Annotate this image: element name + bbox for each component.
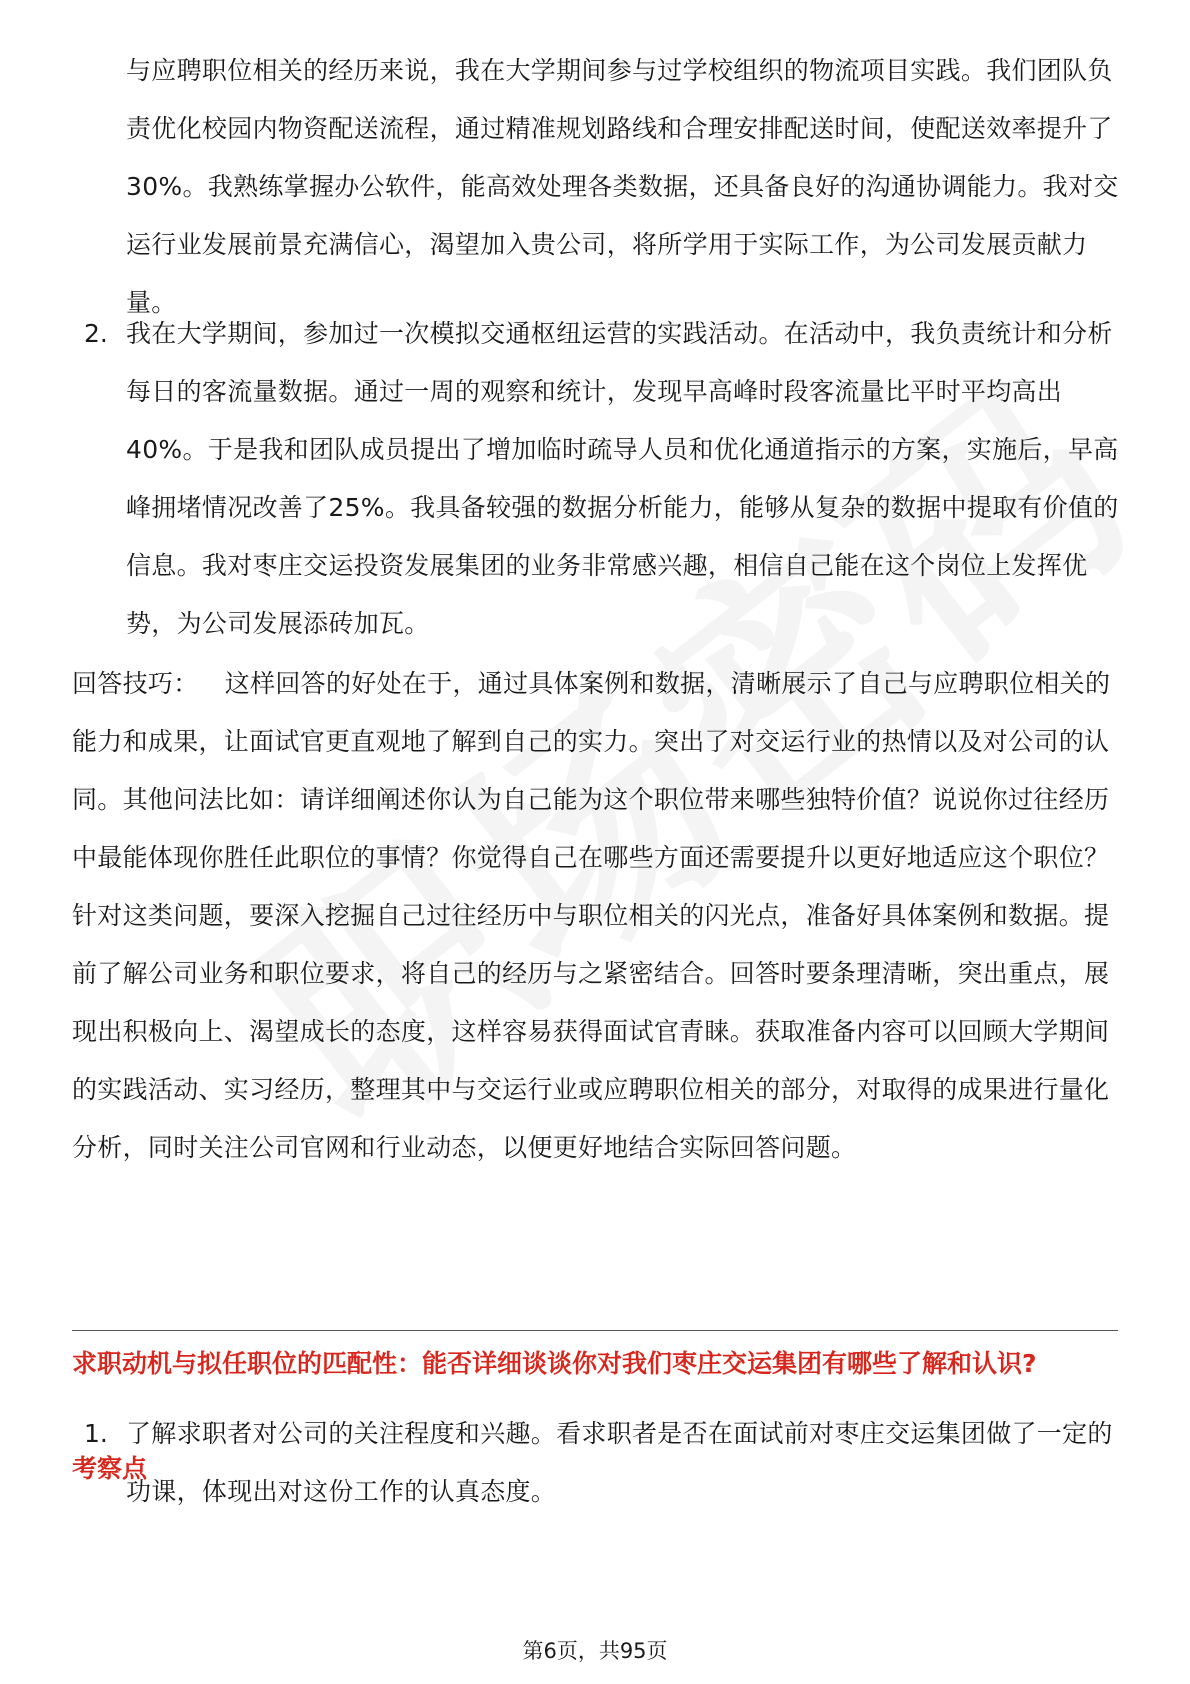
- answer2-number: 2.: [84, 319, 108, 348]
- point-number: 1.: [84, 1419, 108, 1448]
- tips-text: 这样回答的好处在于，通过具体案例和数据，清晰展示了自己与应聘职位相关的能力和成果，让面试官更直观地了解到自己的实力。突出了对交运行业的热情以及对公司的认同。其他问法比如：请详细阐述你认为自己能为这个职位带来哪些独特价值？说说你过往经历中最能体现你胜任此职位的事情？你觉得自己在哪些方面还需要提升以更好地适应这个职位？针对这类问题，要深入挖掘自己过往经历中与职位相关的闪光点，准备好具体案例和数据。提前了解公司业务和职位要求，将自己的经历与之紧密结合。回答时要条理清晰，突出重点，展现出积极向上、渴望成长的态度，这样容易获得面试官青睐。获取准备内容可以回顾大学期间的实践活动、实习经历，整理其中与交运行业或应聘职位相关的部分，对取得的成果进行量化分析，同时关注公司官网和行业动态，以便更好地结合实际回答问题。: [72, 669, 1111, 1162]
- point-text: 了解求职者对公司的关注程度和兴趣。看求职者是否在面试前对枣庄交运集团做了一定的功课，体现出对这份工作的认真态度。: [126, 1419, 1113, 1506]
- page-footer: 第6页，共95页: [522, 1639, 668, 1663]
- section-divider: [72, 1330, 1118, 1331]
- answer2-text: 我在大学期间，参加过一次模拟交通枢纽运营的实践活动。在活动中，我负责统计和分析每日的客流量数据。通过一周的观察和统计，发现早高峰时段客流量比平时平均高出40%。于是我和团队成员提出了增加临时疏导人员和优化通道指示的方案，实施后，早高峰拥堵情况改善了25%。我具备较强的数据分析能力，能够从复杂的数据中提取有价值的信息。我对枣庄交运投资发展集团的业务非常感兴趣，相信自己能在这个岗位上发挥优势，为公司发展添砖加瓦。: [126, 319, 1119, 638]
- tips-paragraph: [72, 655, 1122, 1177]
- answer1-continuation: 与应聘职位相关的经历来说，我在大学期间参与过学校组织的物流项目实践。我们团队负责优化校园内物资配送流程，通过精准规划路线和合理安排配送时间，使配送效率提升了30%。我熟练掌握办公软件，能高效处理各类数据，还具备良好的沟通协调能力。我对交运行业发展前景充满信心，渴望加入贵公司，将所学用于实际工作，为公司发展贡献力量。: [126, 56, 1119, 317]
- question-title: 求职动机与拟任职位的匹配性：能否详细谈谈你对我们枣庄交运集团有哪些了解和认识?: [72, 1349, 1037, 1378]
- tips-label: 回答技巧：: [72, 669, 199, 698]
- section-label: 考察点: [72, 1454, 148, 1483]
